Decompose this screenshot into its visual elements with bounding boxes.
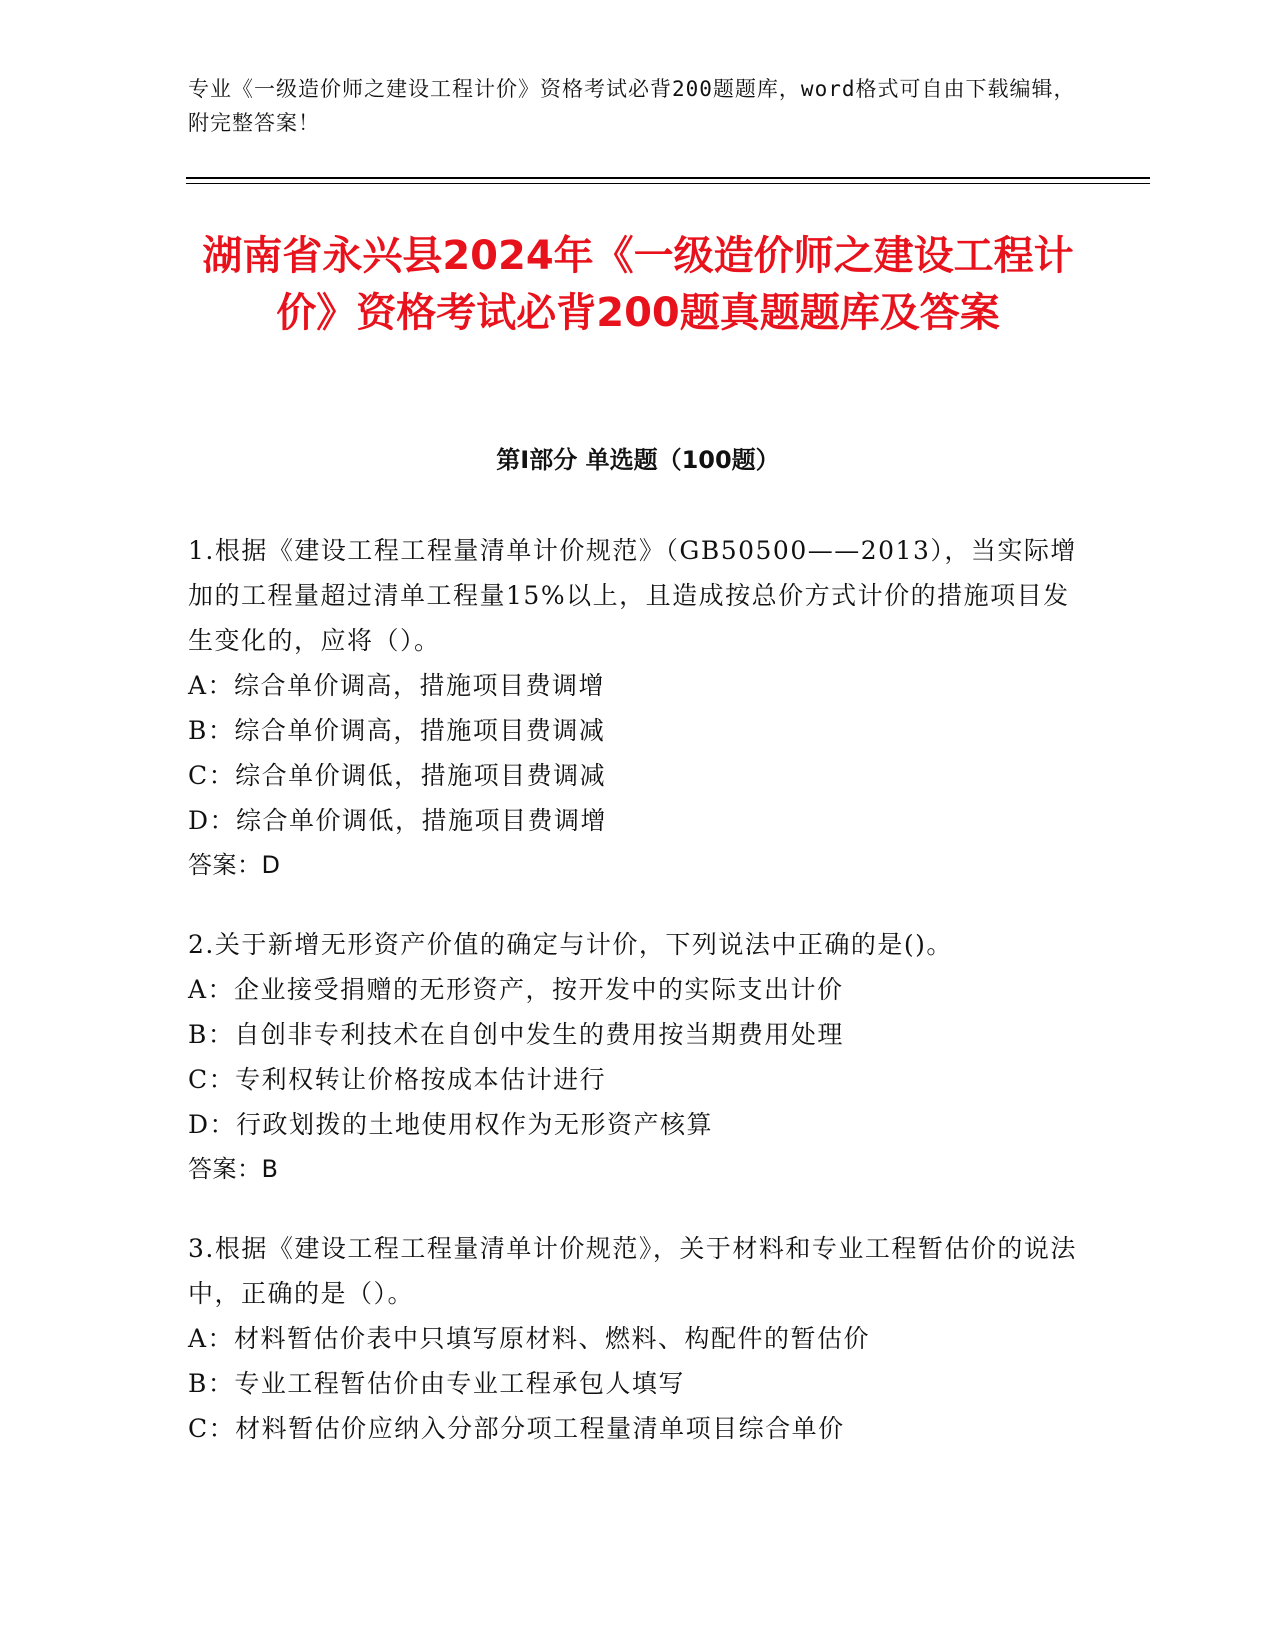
option-a: A：材料暂估价表中只填写原材料、燃料、构配件的暂估价	[188, 1324, 871, 1353]
option-c: C：材料暂估价应纳入分部分项工程量清单项目综合单价	[188, 1414, 845, 1443]
option-d: D：行政划拨的土地使用权作为无形资产核算	[188, 1110, 714, 1139]
question-3	[188, 1226, 1088, 1451]
document-title: 湖南省永兴县2024年《一级造价师之建设工程计价》资格考试必背200题真题题库及答案	[202, 233, 1074, 336]
answer: 答案：B	[188, 1155, 279, 1183]
option-b: B：专业工程暂估价由专业工程承包人填写	[188, 1369, 685, 1398]
header-note: 专业《一级造价师之建设工程计价》资格考试必背200题题库，word格式可自由下载编辑，附完整答案！	[188, 77, 1076, 135]
option-a: A：企业接受捐赠的无形资产，按开发中的实际支出计价	[188, 975, 844, 1004]
header-rule-thick	[186, 177, 1150, 179]
option-b: B：自创非专利技术在自创中发生的费用按当期费用处理	[188, 1020, 844, 1049]
question-text: 2.关于新增无形资产价值的确定与计价，下列说法中正确的是()。	[188, 930, 953, 959]
option-d: D：综合单价调低，措施项目费调增	[188, 806, 608, 835]
option-a: A：综合单价调高，措施项目费调增	[188, 671, 606, 700]
option-b: B：综合单价调高，措施项目费调减	[188, 716, 606, 745]
option-c: C：综合单价调低，措施项目费调减	[188, 761, 607, 790]
question-text: 1.根据《建设工程工程量清单计价规范》（GB50500——2013），当实际增加的工程量超过清单工程量15%以上，且造成按总价方式计价的措施项目发生变化的，应将（）。	[188, 536, 1077, 655]
option-c: C：专利权转让价格按成本估计进行	[188, 1065, 607, 1094]
header-rule-thin	[186, 183, 1150, 184]
section-heading: 第Ⅰ部分 单选题（100题）	[496, 446, 780, 474]
question-1	[188, 528, 1088, 888]
question-list	[188, 528, 1088, 1485]
answer: 答案：D	[188, 851, 281, 879]
question-text: 3.根据《建设工程工程量清单计价规范》，关于材料和专业工程暂估价的说法中，正确的是（）。	[188, 1234, 1077, 1308]
question-2	[188, 922, 1088, 1192]
